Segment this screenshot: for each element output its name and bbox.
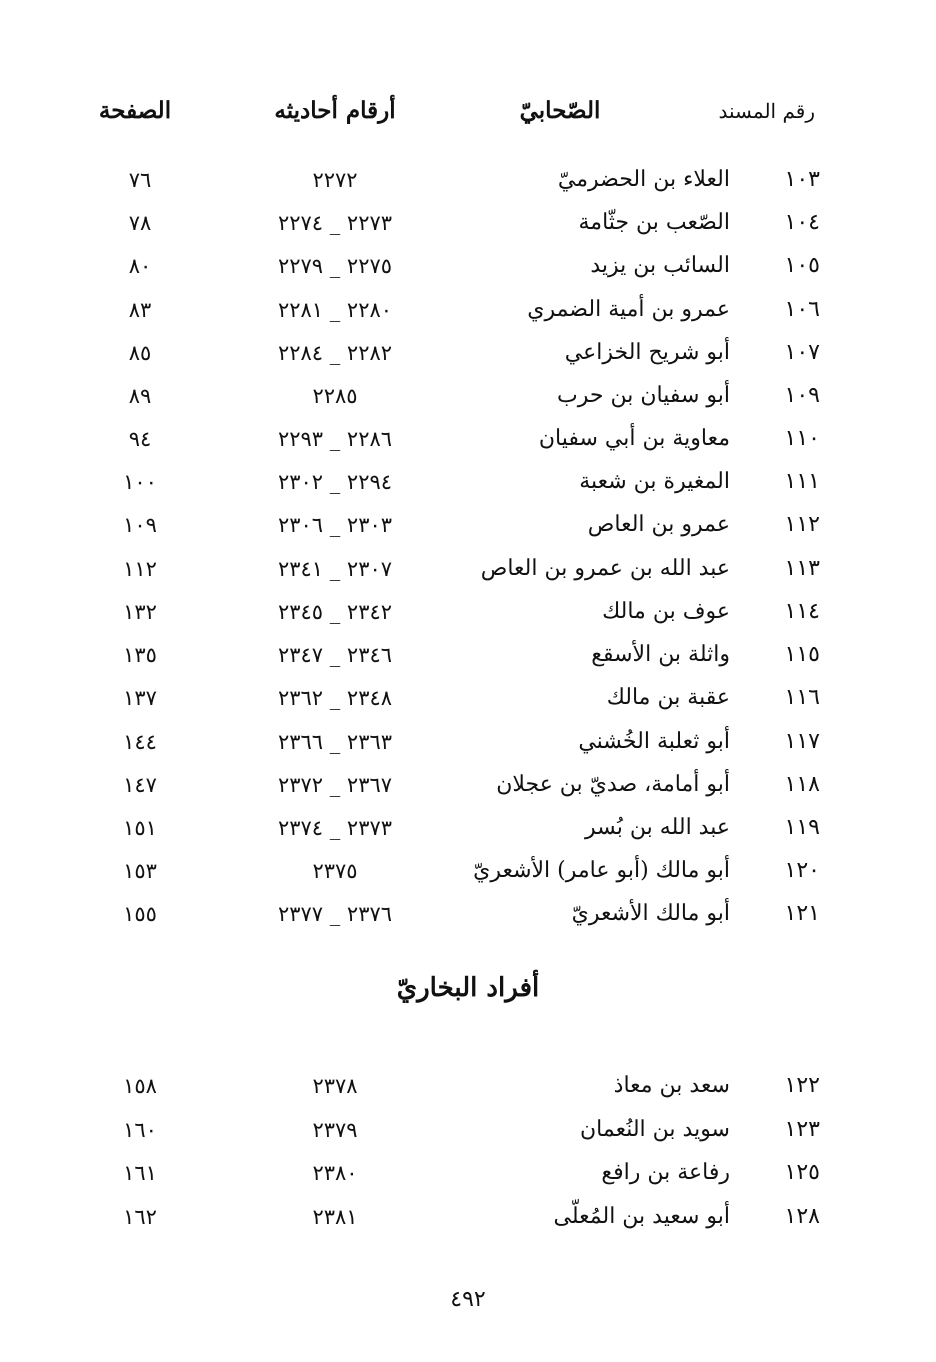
row-number: ١٠٩ [784, 383, 820, 408]
companion-name: عبد الله بن بُسر [585, 815, 730, 840]
companion-name: أبو مالك الأشعريّ [571, 901, 730, 926]
header-hadith-numbers: أرقام أحاديثه [274, 97, 396, 124]
table-row [0, 765, 936, 805]
page-ref: ١٥١ [123, 816, 157, 840]
page-ref: ١٤٤ [123, 730, 157, 754]
companion-name: أبو سعيد بن المُعلّى [553, 1204, 730, 1229]
hadith-numbers: ٢٣٤٢ _ ٢٣٤٥ [277, 600, 393, 624]
page-ref: ١٥٥ [123, 902, 157, 926]
table-row [0, 1197, 936, 1237]
row-number: ١٢٢ [784, 1073, 820, 1098]
table-row [0, 160, 936, 200]
companion-name: أبو أمامة، صديّ بن عجلان [496, 772, 730, 797]
table-row [0, 1153, 936, 1193]
table-row [0, 851, 936, 891]
row-number: ١١١ [784, 469, 820, 494]
companion-name: أبو مالك (أبو عامر) الأشعريّ [473, 858, 730, 883]
row-number: ١١٦ [784, 685, 820, 710]
row-number: ١١٧ [784, 729, 820, 754]
hadith-numbers: ٢٢٨٠ _ ٢٢٨١ [277, 298, 393, 322]
companion-name: العلاء بن الحضرميّ [557, 167, 730, 192]
row-number: ١١٥ [784, 642, 820, 667]
hadith-numbers: ٢٣٨٠ [312, 1161, 358, 1185]
page-ref: ١٠٠ [123, 470, 157, 494]
row-number: ١١٣ [784, 556, 820, 581]
hadith-numbers: ٢٣٨١ [312, 1205, 358, 1229]
companion-name: أبو شريح الخزاعي [564, 340, 730, 365]
companion-name: رفاعة بن رافع [601, 1160, 730, 1185]
hadith-numbers: ٢٣٧٥ [312, 859, 358, 883]
companion-name: سويد بن النُعمان [580, 1117, 730, 1142]
page-ref: ٨٣ [128, 298, 152, 322]
row-number: ١١٢ [784, 512, 820, 537]
page-ref: ١٣٧ [123, 686, 157, 710]
page-ref: ١٥٣ [123, 859, 157, 883]
companion-name: معاوية بن أبي سفيان [538, 426, 730, 451]
row-number: ١٠٧ [784, 340, 820, 365]
table-row [0, 808, 936, 848]
page-ref: ١٣٥ [123, 643, 157, 667]
hadith-numbers: ٢٣٦٧ _ ٢٣٧٢ [277, 773, 393, 797]
table-row [0, 635, 936, 675]
companion-name: عقبة بن مالك [606, 685, 730, 710]
row-number: ١٢١ [784, 901, 820, 926]
hadith-numbers: ٢٣٠٧ _ ٢٣٤١ [277, 557, 393, 581]
companion-name: واثلة بن الأسقع [591, 642, 730, 667]
table-row [0, 290, 936, 330]
page-ref: ٩٤ [128, 427, 152, 451]
companion-name: عبد الله بن عمرو بن العاص [480, 556, 730, 581]
hadith-numbers: ٢٣٦٣ _ ٢٣٦٦ [277, 730, 393, 754]
page-ref: ١١٢ [123, 557, 157, 581]
row-number: ١٠٦ [784, 297, 820, 322]
page-ref: ٨٠ [128, 254, 152, 278]
companion-name: السائب بن يزيد [590, 253, 730, 278]
header-number: رقم المسند [718, 99, 815, 123]
table-row [0, 376, 936, 416]
table-row [0, 505, 936, 545]
row-number: ١٢٣ [784, 1117, 820, 1142]
table-row [0, 1066, 936, 1106]
page-ref: ٧٨ [128, 211, 152, 235]
hadith-numbers: ٢٢٨٢ _ ٢٢٨٤ [277, 341, 393, 365]
row-number: ١٢٠ [784, 858, 820, 883]
row-number: ١١٩ [784, 815, 820, 840]
table-row [0, 246, 936, 286]
page-ref: ١٤٧ [123, 773, 157, 797]
table-row [0, 894, 936, 934]
page-ref: ١٦٠ [123, 1118, 157, 1142]
page-ref: ١٠٩ [123, 513, 157, 537]
table-row [0, 592, 936, 632]
hadith-numbers: ٢٣٧٩ [312, 1118, 358, 1142]
table-row [0, 722, 936, 762]
hadith-numbers: ٢٢٧٥ _ ٢٢٧٩ [277, 254, 393, 278]
hadith-numbers: ٢٣٧٦ _ ٢٣٧٧ [277, 902, 393, 926]
page-ref: ١٦١ [123, 1161, 157, 1185]
row-number: ١٢٨ [784, 1204, 820, 1229]
row-number: ١٠٣ [784, 167, 820, 192]
row-number: ١١٠ [784, 426, 820, 451]
companion-name: أبو سفيان بن حرب [557, 383, 730, 408]
section-title: أفراد البخاريّ [396, 973, 540, 1003]
header-page: الصفحة [98, 97, 172, 124]
hadith-numbers: ٢٢٧٢ [312, 168, 358, 192]
page-number: ٤٩٢ [450, 1287, 486, 1312]
page-ref: ٧٦ [128, 168, 152, 192]
hadith-numbers: ٢٢٨٥ [312, 384, 358, 408]
page-ref: ٨٩ [128, 384, 152, 408]
page-ref: ١٥٨ [123, 1074, 157, 1098]
row-number: ١١٨ [784, 772, 820, 797]
hadith-numbers: ٢٣٠٣ _ ٢٣٠٦ [277, 513, 393, 537]
hadith-numbers: ٢٣٤٨ _ ٢٣٦٢ [277, 686, 393, 710]
page-ref: ١٦٢ [123, 1205, 157, 1229]
companion-name: سعد بن معاذ [613, 1073, 730, 1098]
table-row [0, 333, 936, 373]
row-number: ١٢٥ [784, 1160, 820, 1185]
page-ref: ٨٥ [128, 341, 152, 365]
table-row [0, 419, 936, 459]
table-row [0, 462, 936, 502]
header-companion: الصّحابيّ [519, 97, 601, 124]
hadith-numbers: ٢٢٩٤ _ ٢٣٠٢ [277, 470, 393, 494]
companion-name: المغيرة بن شعبة [579, 469, 730, 494]
table-row [0, 203, 936, 243]
hadith-numbers: ٢٢٨٦ _ ٢٢٩٣ [277, 427, 393, 451]
companion-name: عمرو بن العاص [587, 512, 730, 537]
hadith-numbers: ٢٣٤٦ _ ٢٣٤٧ [277, 643, 393, 667]
companion-name: عوف بن مالك [602, 599, 730, 624]
companion-name: أبو ثعلبة الخُشني [578, 729, 730, 754]
row-number: ١١٤ [784, 599, 820, 624]
companion-name: الصّعب بن جثّامة [578, 210, 730, 235]
table-row [0, 1110, 936, 1150]
companion-name: عمرو بن أمية الضمري [527, 297, 730, 322]
table-header [0, 91, 936, 131]
page-ref: ١٣٢ [123, 600, 157, 624]
table-row [0, 678, 936, 718]
table-row [0, 549, 936, 589]
hadith-numbers: ٢٣٧٨ [312, 1074, 358, 1098]
hadith-numbers: ٢٢٧٣ _ ٢٢٧٤ [277, 211, 393, 235]
row-number: ١٠٤ [784, 210, 820, 235]
hadith-numbers: ٢٣٧٣ _ ٢٣٧٤ [277, 816, 393, 840]
row-number: ١٠٥ [784, 253, 820, 278]
